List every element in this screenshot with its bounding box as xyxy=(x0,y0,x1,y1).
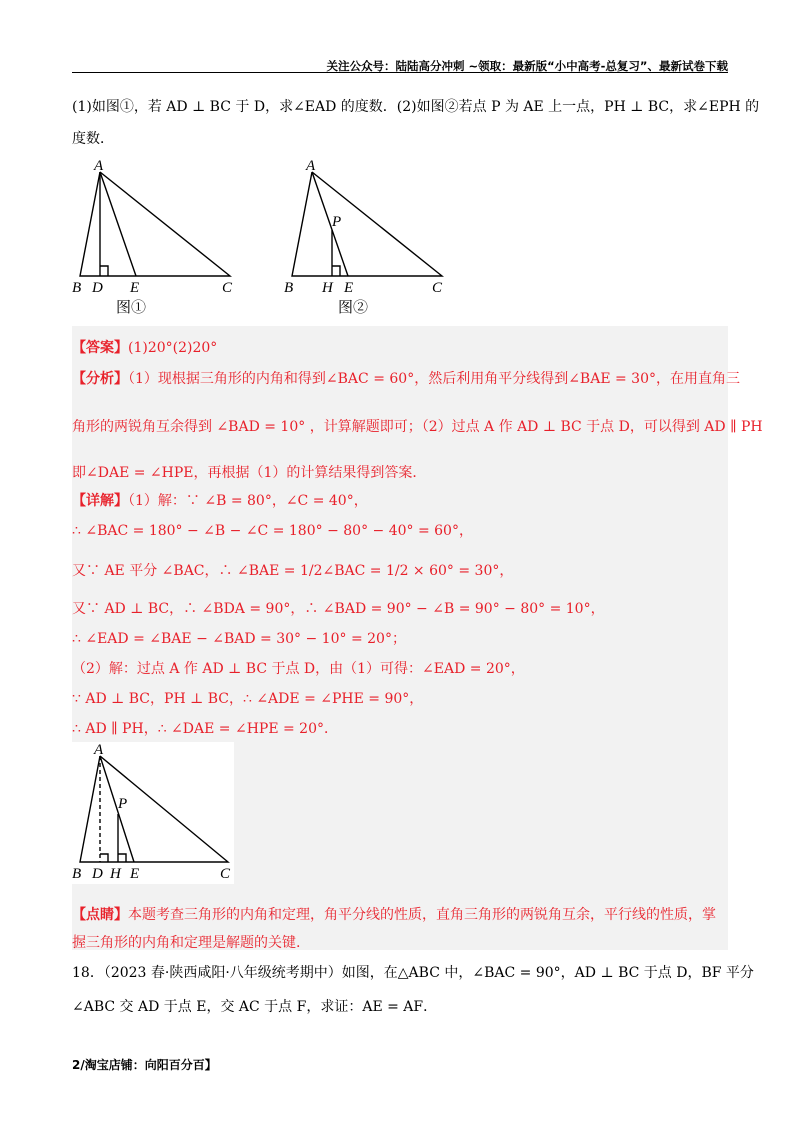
figure-1 xyxy=(72,158,262,320)
comment-text-1: 本题考查三角形的内角和定理，角平分线的性质，直角三角形的两锐角互余，平行线的性质，掌 xyxy=(128,907,716,923)
figure-3 xyxy=(72,742,234,884)
question-line-1: (1)如图①，若 AD ⊥ BC 于 D，求∠EAD 的度数．(2)如图②若点 P 为 AE 上一点，PH ⊥ BC，求∠EPH 的 xyxy=(72,99,760,115)
answer-tag: 【答案】 xyxy=(72,340,128,356)
answer-line xyxy=(72,337,217,357)
fig2-label-a: A xyxy=(306,158,316,174)
fig3-triangle xyxy=(80,756,228,862)
fig1-label-b: B xyxy=(72,280,82,296)
fig2-label-e: E xyxy=(344,280,354,296)
fig1-triangle xyxy=(80,172,230,276)
analysis-text-1: （1）现根据三角形的内角和得到∠BAC = 60°，然后利用角平分线得到∠BAE = 30°，在用直角三 xyxy=(128,371,740,387)
fig3-right-angle-mark-d xyxy=(100,854,108,862)
fig2-caption: 图② xyxy=(338,298,369,316)
detail-line-2: ∴ ∠BAC = 180° − ∠B − ∠C = 180° − 80° − 40° = 60°， xyxy=(72,523,473,539)
fig3-label-b: B xyxy=(72,866,82,882)
fig2-label-h: H xyxy=(322,280,333,296)
detail-line-4: 又∵ AD ⊥ BC，∴ ∠BDA = 90°，∴ ∠BAD = 90° − ∠B = 90° − 80° = 10°， xyxy=(72,601,605,617)
fig1-label-c: C xyxy=(222,280,233,296)
detail-line-3: 又∵ AE 平分 ∠BAC，∴ ∠BAE = 1/2∠BAC = 1/2 × 60° = 30°， xyxy=(72,563,514,579)
fig3-label-a: A xyxy=(94,742,104,758)
comment-line-2: 握三角形的内角和定理是解题的关键. xyxy=(72,935,301,951)
page-header: 关注公众号：陆陆高分冲刺 ~领取：最新版“小中高考-总复习”、最新试卷下载 xyxy=(326,59,728,73)
fig1-caption: 图① xyxy=(116,298,147,316)
detail-line-1 xyxy=(72,490,368,510)
fig3-label-e: E xyxy=(130,866,140,882)
detail-line-5: ∴ ∠EAD = ∠BAE − ∠BAD = 30° − 10° = 20°； xyxy=(72,631,406,647)
fig1-bisector-ae xyxy=(100,172,136,276)
question-line-2: 度数． xyxy=(72,131,114,147)
q18-line-1: 18．（2023 春·陕西咸阳·八年级统考期中）如图，在△ABC 中，∠BAC = 90°，AD ⊥ BC 于点 D，BF 平分 xyxy=(72,965,754,981)
analysis-tag: 【分析】 xyxy=(72,371,128,387)
fig3-label-c: C xyxy=(220,866,231,882)
comment-line-1 xyxy=(72,904,716,924)
figure-2 xyxy=(282,158,472,320)
fig1-label-d: D xyxy=(92,280,103,296)
fig1-right-angle-mark xyxy=(100,266,108,276)
analysis-line-3: 即∠DAE = ∠HPE，再根据（1）的计算结果得到答案． xyxy=(72,465,427,481)
analysis-line-2: 角形的两锐角互余得到 ∠BAD = 10° ，计算解题即可；（2）过点 A 作 AD ⊥ BC 于点 D，可以得到 AD ∥ PH xyxy=(72,419,763,435)
fig3-right-angle-mark-h xyxy=(118,854,126,862)
q18-line-2: ∠ABC 交 AD 于点 E，交 AC 于点 F，求证：AE = AF． xyxy=(72,999,438,1015)
detail-tag: 【详解】 xyxy=(72,493,128,509)
detail-line-8: ∴ AD ∥ PH，∴ ∠DAE = ∠HPE = 20°． xyxy=(72,721,338,737)
fig3-label-h: H xyxy=(110,866,121,882)
header-rule xyxy=(72,72,728,73)
detail-text-1: （1）解：∵ ∠B = 80°，∠C = 40°， xyxy=(128,493,368,509)
fig1-label-e: E xyxy=(130,280,140,296)
detail-line-7: ∵ AD ⊥ BC，PH ⊥ BC，∴ ∠ADE = ∠PHE = 90°， xyxy=(72,691,424,707)
fig1-label-a: A xyxy=(94,158,104,174)
page-footer: 2/淘宝店铺：向阳百分百】 xyxy=(72,1058,217,1072)
fig2-label-b: B xyxy=(284,280,294,296)
analysis-line-1 xyxy=(72,368,740,388)
detail-line-6: （2）解：过点 A 作 AD ⊥ BC 于点 D，由（1）可得：∠EAD = 20°， xyxy=(72,661,525,677)
fig2-triangle xyxy=(292,172,442,276)
fig2-right-angle-mark xyxy=(332,266,340,276)
fig2-segment-ae xyxy=(312,172,348,276)
fig2-label-c: C xyxy=(432,280,443,296)
fig3-label-d: D xyxy=(92,866,103,882)
fig3-segment-ae xyxy=(100,756,134,862)
fig3-label-p: P xyxy=(118,796,128,812)
comment-tag: 【点睛】 xyxy=(72,907,128,923)
fig2-label-p: P xyxy=(332,214,342,230)
answer-text: (1)20°(2)20° xyxy=(128,340,218,356)
